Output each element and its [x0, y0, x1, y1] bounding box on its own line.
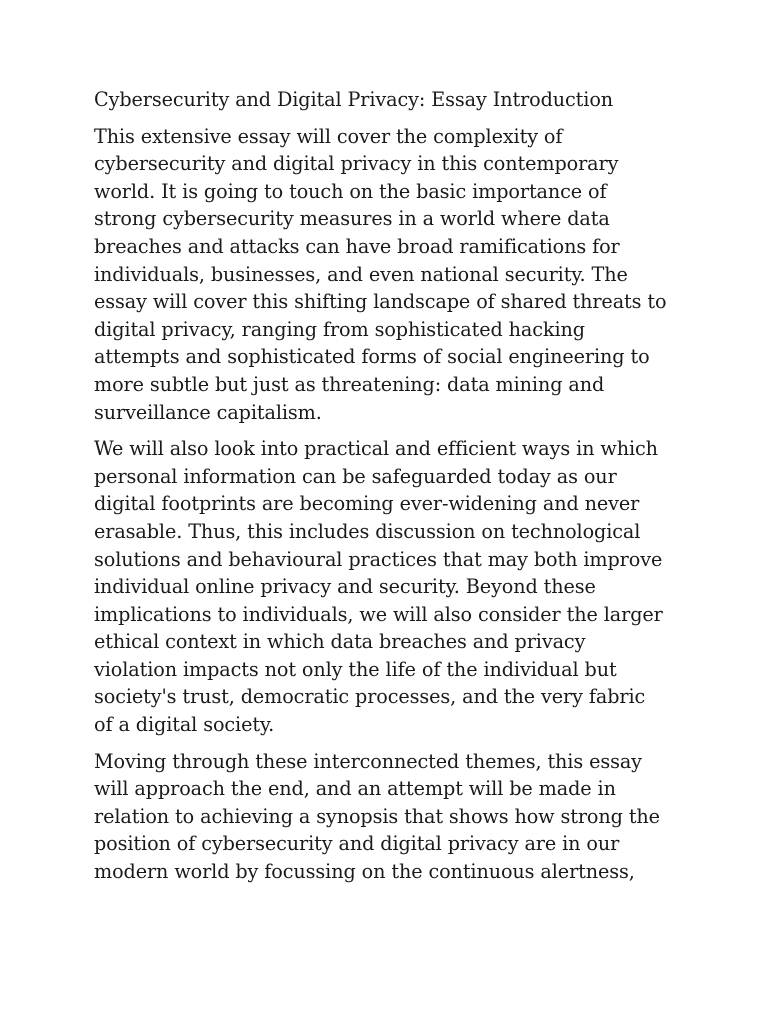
text-line: solutions and behavioural practices that may both improve — [94, 547, 663, 571]
text-line: society's trust, democratic processes, and the very fabric — [94, 685, 646, 709]
text-line: modern world by focussing on the continuous alertness, — [94, 860, 635, 884]
document-body — [94, 86, 684, 895]
text-line: cybersecurity and digital privacy in this contemporary — [94, 152, 619, 176]
text-line: relation to achieving a synopsis that shows how strong the — [94, 804, 660, 828]
text-line: surveillance capitalism. — [94, 400, 322, 424]
text-line: personal information can be safeguarded today as our — [94, 464, 617, 488]
text-line: world. It is going to touch on the basic importance of — [94, 179, 607, 203]
text-line: implications to individuals, we will also consider the larger — [94, 602, 663, 626]
text-line: individuals, businesses, and even national security. The — [94, 262, 628, 286]
text-line: essay will cover this shifting landscape of shared threats to — [94, 290, 667, 314]
paragraph-2 — [94, 435, 684, 739]
text-line: breaches and attacks can have broad ramifications for — [94, 234, 620, 258]
text-line: attempts and sophisticated forms of social engineering to — [94, 345, 650, 369]
document-title: Cybersecurity and Digital Privacy: Essay Introduction — [94, 88, 614, 111]
paragraph-1 — [94, 123, 684, 427]
text-line: erasable. Thus, this includes discussion on technological — [94, 519, 641, 543]
text-line: more subtle but just as threatening: data mining and — [94, 372, 605, 396]
text-line: We will also look into practical and efficient ways in which — [94, 437, 658, 461]
text-line: digital footprints are becoming ever-widening and never — [94, 492, 640, 516]
text-line: digital privacy, ranging from sophisticated hacking — [94, 317, 585, 341]
text-line: violation impacts not only the life of the individual but — [94, 657, 617, 681]
paragraph-3 — [94, 748, 684, 886]
text-line: individual online privacy and security. Beyond these — [94, 575, 596, 599]
text-line: strong cybersecurity measures in a world where data — [94, 207, 610, 231]
text-line: of a digital society. — [94, 713, 275, 737]
text-line: This extensive essay will cover the complexity of — [94, 124, 563, 148]
text-line: position of cybersecurity and digital privacy are in our — [94, 832, 620, 856]
text-line: ethical context in which data breaches and privacy — [94, 630, 586, 654]
text-line: will approach the end, and an attempt will be made in — [94, 777, 616, 801]
text-line: Moving through these interconnected themes, this essay — [94, 749, 642, 773]
